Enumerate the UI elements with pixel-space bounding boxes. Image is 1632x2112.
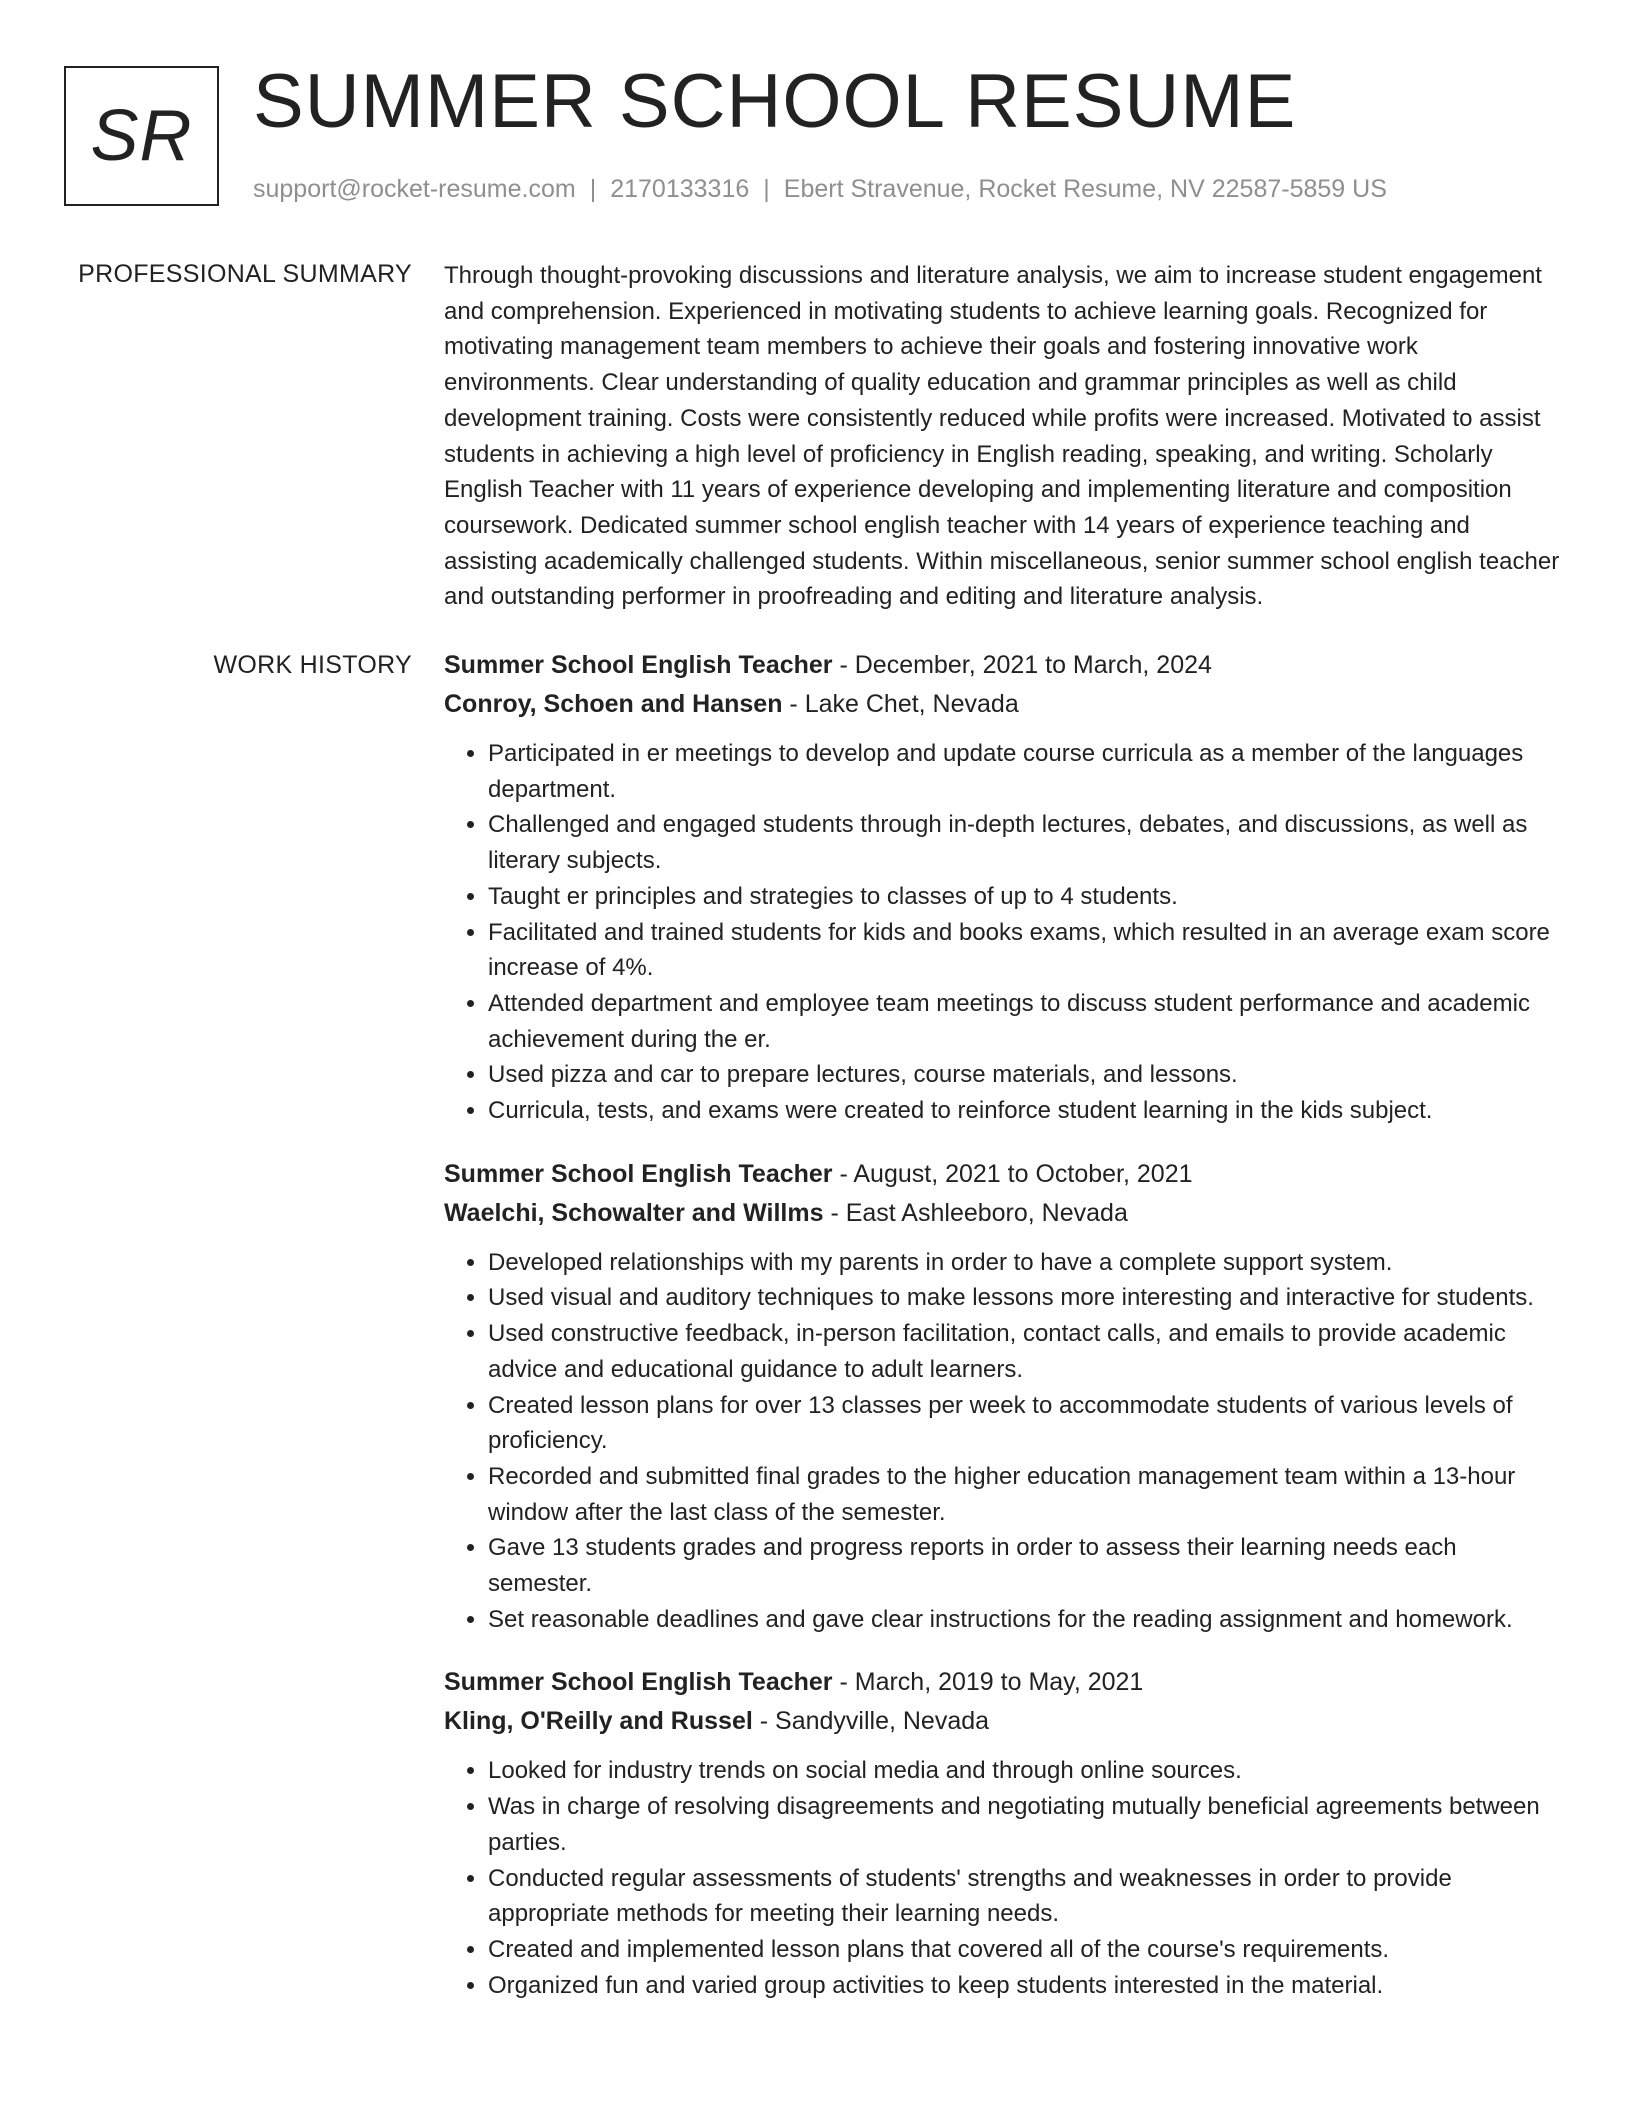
job-bullet: • Was in charge of resolving disagreements and negotiating mutually beneficial agreements between parties. (488, 1789, 1562, 1860)
job-title-line (444, 646, 1562, 685)
job-bullet: • Facilitated and trained students for kids and books exams, which resulted in an average exam score increase of 4%. (488, 915, 1562, 986)
job-dates: - August, 2021 to October, 2021 (832, 1159, 1193, 1188)
contact-phone: 2170133316 (610, 175, 750, 203)
resume-title: SUMMER SCHOOL RESUME (253, 59, 1297, 144)
contact-separator: | (589, 175, 597, 203)
work-history-section (444, 646, 1562, 2029)
job-bullet: • Used pizza and car to prepare lectures, course materials, and lessons. (488, 1057, 1562, 1093)
job-bullet-list (444, 736, 1562, 1129)
summary-section-label: PROFESSIONAL SUMMARY (78, 260, 412, 288)
contact-email: support@rocket-resume.com (253, 175, 576, 203)
job-bullet: • Recorded and submitted final grades to the higher education management team within a 13-hour window after the last class of the semester. (488, 1459, 1562, 1530)
job-title-line (444, 1663, 1562, 1702)
job-entry (444, 646, 1562, 1129)
monogram-logo: SR (64, 66, 219, 206)
job-location: - East Ashleeboro, Nevada (823, 1198, 1128, 1227)
job-bullet: • Taught er principles and strategies to classes of up to 4 students. (488, 879, 1562, 915)
contact-address: Ebert Stravenue, Rocket Resume, NV 22587-5859 US (783, 175, 1387, 203)
job-entry (444, 1663, 1562, 2003)
job-company-line (444, 1194, 1562, 1233)
job-entry (444, 1155, 1562, 1638)
job-bullet: • Conducted regular assessments of students' strengths and weaknesses in order to provide appropriate methods for meeting their learning needs. (488, 1861, 1562, 1932)
job-bullet: • Developed relationships with my parents in order to have a complete support system. (488, 1245, 1562, 1281)
job-bullet: • Created and implemented lesson plans that covered all of the course's requirements. (488, 1932, 1562, 1968)
job-title: Summer School English Teacher (444, 651, 833, 679)
job-location: - Lake Chet, Nevada (782, 690, 1019, 718)
job-bullet-list (444, 1245, 1562, 1638)
job-title-line (444, 1155, 1562, 1194)
job-bullet: • Attended department and employee team meetings to discuss student performance and academic achievement during the er. (488, 986, 1562, 1057)
job-location: - Sandyville, Nevada (752, 1707, 990, 1736)
summary-text: Through thought-provoking discussions and literature analysis, we aim to increase student engagement and comprehension. Experienced in motivating students to achieve learning goals. Recognized for motivating management team members to achieve their goals and fostering innovative work environments. Clear understanding of quality education and grammar principles as well as child development training. Costs were consistently reduced while profits were increased. Motivated to assist students in achieving a high level of proficiency in English reading, speaking, and writing. Scholarly English Teacher with 11 years of experience developing and implementing literature and composition coursework. Dedicated summer school english teacher with 14 years of experience teaching and assisting academically challenged students. Within miscellaneous, senior summer school english teacher and outstanding performer in proofreading and editing and literature analysis. (444, 262, 1560, 611)
contact-line (253, 172, 1387, 206)
job-company-line (444, 685, 1562, 724)
summary-section (444, 258, 1562, 615)
job-bullet: • Used constructive feedback, in-person facilitation, contact calls, and emails to provide academic advice and educational guidance to adult learners. (488, 1316, 1562, 1387)
job-bullet: • Participated in er meetings to develop and update course curricula as a member of the languages department. (488, 736, 1562, 807)
work-history-section-label: WORK HISTORY (213, 651, 412, 679)
job-company: Waelchi, Schowalter and Willms (444, 1198, 824, 1227)
job-bullet: • Challenged and engaged students through in-depth lectures, debates, and discussions, as well as literary subjects. (488, 807, 1562, 878)
job-bullet: • Curricula, tests, and exams were created to reinforce student learning in the kids subject. (488, 1093, 1562, 1129)
job-title: Summer School English Teacher (444, 1668, 833, 1697)
job-bullet: • Gave 13 students grades and progress reports in order to assess their learning needs each semester. (488, 1530, 1562, 1601)
job-bullet: • Used visual and auditory techniques to make lessons more interesting and interactive for students. (488, 1280, 1562, 1316)
job-bullet: • Set reasonable deadlines and gave clear instructions for the reading assignment and homework. (488, 1602, 1562, 1638)
job-company: Conroy, Schoen and Hansen (444, 690, 783, 718)
job-company: Kling, O'Reilly and Russel (444, 1707, 753, 1736)
job-company-line (444, 1702, 1562, 1741)
job-dates: - March, 2019 to May, 2021 (832, 1668, 1144, 1697)
job-bullet: • Organized fun and varied group activities to keep students interested in the material. (488, 1968, 1562, 2004)
job-title: Summer School English Teacher (444, 1159, 833, 1188)
job-bullet: • Created lesson plans for over 13 classes per week to accommodate students of various levels of proficiency. (488, 1388, 1562, 1459)
job-bullet: • Looked for industry trends on social media and through online sources. (488, 1753, 1562, 1789)
contact-separator: | (763, 175, 770, 203)
job-dates: - December, 2021 to March, 2024 (832, 651, 1212, 679)
job-bullet-list (444, 1753, 1562, 2003)
